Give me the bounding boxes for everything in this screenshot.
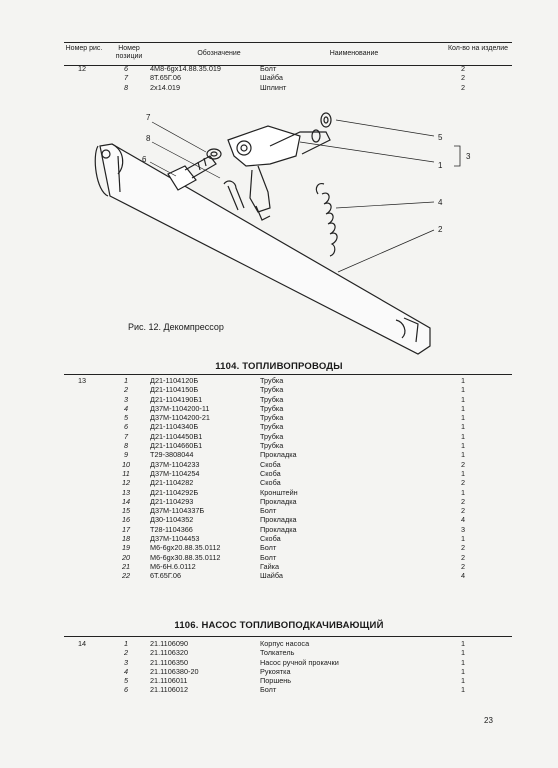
table-row [64,461,512,470]
part-name: Трубка [260,413,284,423]
table-row [64,433,512,442]
decompressor-drawing [0,96,558,356]
section-title-1104: 1104. ТОПЛИВОПРОВОДЫ [215,361,343,372]
part-name: Прокладка [260,515,297,525]
position-number: 14 [121,496,131,506]
part-designation: Д21-1104120Б [150,376,199,385]
position-number: 3 [123,394,129,404]
part-name: Трубка [260,403,284,413]
part-name: Трубка [260,376,284,385]
table-row [64,572,512,581]
table-row [64,423,512,432]
part-designation: М6-6gх30.88.35.0112 [150,552,221,562]
part-designation: 21.1106090 [150,639,189,648]
part-designation: 6Т.65Г.06 [150,571,182,581]
part-designation: Д21-1104340Б [150,422,199,432]
part-name: Скоба [260,459,281,469]
part-name: Трубка [260,441,284,451]
part-name: Прокладка [260,450,297,460]
table-row: 12 6 4М8-6gх14.88.35.019 Болт 2 [78,64,466,73]
table-row [64,554,512,563]
header-fig: Номер рис. [65,45,103,52]
part-designation: Д37М-1104254 [150,468,200,478]
position-number: 11 [122,468,130,478]
position-number: 20 [121,552,131,562]
part-name: Насос ручной прокачки [260,657,339,667]
part-name: Прокладка [260,496,297,506]
position-number: 6 [123,685,129,695]
table-row [64,377,512,386]
part-quantity: 1 [460,685,466,695]
table-row [64,396,512,405]
part-name: Болт [260,543,277,553]
part-quantity: 1 [460,441,466,451]
table-row [64,563,512,572]
part-name: Трубка [260,422,284,432]
divider [64,636,512,637]
table-row [64,686,512,695]
callout-1: 1 [438,161,443,170]
table-row: 8 2х14.019 Шплинт 2 [123,82,466,92]
part-quantity: 4 [460,571,466,581]
part-quantity: 2 [460,496,466,506]
part-quantity: 1 [460,385,466,395]
part-designation: Д37М-1104200-11 [150,403,210,413]
part-quantity: 2 [460,478,466,488]
position-number: 4 [123,403,129,413]
fig-number: 14 [78,639,87,648]
part-designation: 21.1106350 [150,657,189,667]
divider [64,374,512,375]
part-name: Корпус насоса [260,639,310,648]
table-row [64,451,512,460]
position-number: 19 [121,543,131,553]
part-name: Прокладка [260,524,297,534]
table-row: 7 8Т.65Г.06 Шайба 2 [123,73,466,83]
part-quantity: 1 [460,657,466,667]
part-name: Рукоятка [260,666,291,676]
part-quantity: 2 [460,543,466,553]
position-number: 13 [121,487,131,497]
position-number: 7 [123,431,129,441]
header-qty: Кол-во на изделие [447,45,508,52]
callout-3: 3 [466,152,471,161]
table-row [64,544,512,553]
part-designation: 21.1106011 [150,676,188,686]
part-name: Кронштейн [260,487,298,497]
part-name: Скоба [260,468,281,478]
position-number: 8 [123,441,129,451]
position-number: 6 [123,422,129,432]
position-number: 16 [121,515,131,525]
part-quantity: 1 [460,648,466,658]
part-designation: М6-6gх20.88.35.0112 [150,543,221,553]
part-quantity: 1 [460,403,466,413]
part-name: Трубка [260,394,284,404]
position-number: 2 [123,385,129,395]
part-quantity: 1 [460,676,466,686]
part-quantity: 1 [460,450,466,460]
callout-8: 8 [146,134,151,143]
part-quantity: 2 [460,561,466,571]
header-designation: Обозначение [197,50,241,57]
part-designation: Д37М-1104337Б [150,506,205,516]
part-name: Скоба [260,534,281,544]
callout-5: 5 [438,133,443,142]
part-name: Болт [260,506,277,516]
table-row [64,526,512,535]
part-designation: 21.1106012 [150,685,189,695]
section-1104-table [64,377,512,582]
part-designation: Д21-1104190Б1 [150,394,203,404]
position-number: 22 [121,571,131,581]
part-quantity: 3 [460,524,466,534]
part-quantity: 1 [460,422,466,432]
part-name: Болт [260,685,277,695]
position-number: 1 [123,639,129,648]
part-quantity: 1 [460,666,466,676]
part-quantity: 1 [460,468,466,478]
fig-number: 12 [78,64,87,73]
table-row [64,470,512,479]
fig-number: 13 [78,376,87,385]
part-name: Трубка [260,385,284,395]
position-number: 5 [123,413,129,423]
part-quantity: 1 [460,487,466,497]
part-quantity: 2 [460,552,466,562]
part-designation: Д21-1104150Б [150,385,199,395]
part-name: Болт [260,552,277,562]
section-1106-table [64,640,512,696]
part-quantity: 1 [460,394,466,404]
figure-caption: Рис. 12. Декомпрессор [128,322,224,332]
position-number: 21 [121,561,131,571]
callout-2: 2 [438,225,443,234]
position-number: 3 [123,657,129,667]
part-designation: Д30-1104352 [150,515,194,525]
page-number: 23 [484,716,493,725]
group12-table [64,65,512,93]
table-header [64,42,512,66]
position-number: 1 [123,376,129,385]
part-name: Шайба [260,571,283,581]
part-quantity: 1 [460,639,466,648]
part-designation: Д21-1104282 [150,478,194,488]
position-number: 15 [121,506,131,516]
position-number: 2 [123,648,129,658]
part-designation: 21.1106380-20 [150,666,199,676]
table-row [64,498,512,507]
position-number: 10 [121,459,131,469]
part-name: Скоба [260,478,281,488]
part-name: Гайка [260,561,280,571]
part-designation: М6-6Н.6.0112 [150,561,196,571]
part-quantity: 1 [460,413,466,423]
part-quantity: 2 [460,506,466,516]
part-name: Толкатель [260,648,295,658]
part-name: Поршень [260,676,292,686]
position-number: 9 [123,450,129,460]
header-name: Наименование [329,50,379,57]
part-designation: 21.1106320 [150,648,189,658]
position-number: 17 [121,524,131,534]
part-quantity: 1 [460,534,466,544]
part-quantity: 1 [460,431,466,441]
part-quantity: 2 [460,459,466,469]
part-designation: Т29-3808044 [150,450,194,460]
part-designation: Т28-1104366 [150,524,193,534]
table-row [64,535,512,544]
position-number: 18 [121,534,131,544]
part-quantity: 4 [460,515,466,525]
callout-4: 4 [438,198,443,207]
part-designation: Д21-1104293 [150,496,194,506]
part-designation: Д21-1104450В1 [150,431,203,441]
table-row [64,386,512,395]
section-title-1106: 1106. НАСОС ТОПЛИВОПОДКАЧИВАЮЩИЙ [174,620,384,631]
part-quantity: 1 [460,376,466,385]
position-number: 4 [123,666,129,676]
part-name: Трубка [260,431,284,441]
part-designation: Д21-1104292Б [150,487,199,497]
part-designation: Д37М-1104200-21 [150,413,210,423]
table-row [64,405,512,414]
part-designation: Д37М-1104453 [150,534,200,544]
table-row [64,414,512,423]
table-row [64,677,512,686]
position-number: 5 [123,676,129,686]
part-designation: Д21-1104660Б1 [150,441,203,451]
callout-6: 6 [142,155,147,164]
header-pos: Номер позиции [115,45,143,60]
callout-7: 7 [146,113,151,122]
part-designation: Д37М-1104233 [150,459,200,469]
position-number: 12 [121,478,131,488]
